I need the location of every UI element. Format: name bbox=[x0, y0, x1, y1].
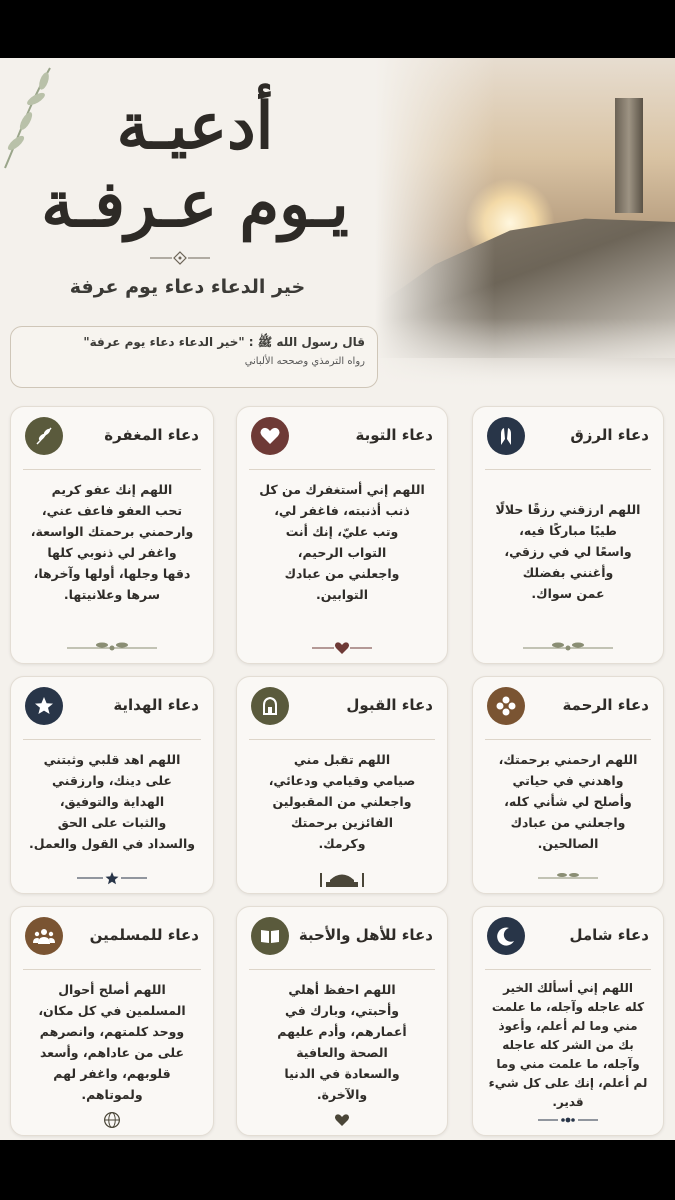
card-text: اللهم إني أسألك الخير كله عاجله وآجله، ما علمت مني وما لم أعلم، وأعوذ بك من الشر كله عاجله وآجله، ما علمت مني وما لم أعلم، إنك على كل شيء قدير. bbox=[488, 981, 648, 1109]
card-title: دعاء شامل bbox=[569, 926, 649, 944]
flower-icon bbox=[487, 687, 525, 725]
dua-card-rizq bbox=[472, 406, 664, 664]
mosque-ornament-icon bbox=[237, 869, 447, 887]
card-title: دعاء القبول bbox=[346, 696, 433, 714]
card-text: اللهم إنك عفو كريم تحب العفو فاعف عني، وارحمني برحمتك الواسعة، واغفر لي ذنوبي كلها دقها وجلها، أولها وآخرها، سرها وعلانيتها. bbox=[30, 482, 194, 602]
hadith-source: رواه الترمذي وصححه الألباني bbox=[244, 356, 365, 367]
hero-fade-bottom bbox=[375, 318, 675, 388]
dua-card-muslimeen bbox=[10, 906, 214, 1136]
leaf-ornament-icon bbox=[473, 639, 663, 657]
leaf-icon bbox=[25, 417, 63, 455]
dots-ornament-icon bbox=[473, 1111, 663, 1129]
card-title: دعاء الرزق bbox=[570, 426, 649, 444]
arafat-hero-image bbox=[375, 58, 675, 388]
dua-card-tawba bbox=[236, 406, 448, 664]
card-text: اللهم تقبل مني صيامي وقيامي ودعائي، واجعلني من المقبولين الفائزين برحمتك وكرمك. bbox=[268, 752, 416, 851]
card-text: اللهم إني أستغفرك من كل ذنب أذنبته، فاغفر لي، وتب عليّ، إنك أنت التواب الرحيم، واجعلني من عبادك التوابين. bbox=[259, 482, 425, 602]
title-line-2: يـوم عـرفـة bbox=[41, 167, 349, 242]
praying-hands-icon bbox=[487, 417, 525, 455]
card-title: دعاء المغفرة bbox=[104, 426, 199, 444]
globe-ornament-icon bbox=[11, 1111, 213, 1129]
card-text: اللهم ارحمني برحمتك، واهدني في حياتي وأصلح لي شأني كله، واجعلني من عبادك الصالحين. bbox=[498, 752, 638, 851]
dua-card-shamil bbox=[472, 906, 664, 1136]
crescent-icon bbox=[487, 917, 525, 955]
title-line-1: أدعيـة bbox=[116, 89, 274, 164]
card-title: دعاء الهداية bbox=[113, 696, 199, 714]
card-text: اللهم ارزقني رزقًا حلالًا طيبًا مباركًا فيه، واسعًا لي في رزقي، وأغنني بفضلك عمن سواك. bbox=[495, 502, 641, 601]
card-title: دعاء للمسلمين bbox=[89, 926, 199, 944]
card-title: دعاء التوبة bbox=[355, 426, 433, 444]
heart-ornament-icon bbox=[237, 639, 447, 657]
subtitle: خير الدعاء دعاء يوم عرفة bbox=[69, 276, 306, 298]
star-icon bbox=[25, 687, 63, 725]
card-title: دعاء للأهل والأحبة bbox=[298, 926, 433, 944]
hadith-text: قال رسول الله ﷺ : "خير الدعاء دعاء يوم عرفة" bbox=[83, 335, 365, 349]
book-icon bbox=[251, 917, 289, 955]
card-text: اللهم أصلح أحوال المسلمين في كل مكان، ووحد كلمتهم، وانصرهم على من عاداهم، وأسعد قلوبهم، واغفر لهم ولموتاهم. bbox=[38, 982, 186, 1102]
mihrab-icon bbox=[251, 687, 289, 725]
card-text: اللهم اهد قلبي وثبتني على دينك، وارزقني الهداية والتوفيق، والثبات على الحق والسداد في القول والعمل. bbox=[28, 752, 196, 851]
card-text: اللهم احفظ أهلي وأحبتي، وبارك في أعمارهم، وأدم عليهم الصحة والعافية والسعادة في الدنيا والآخرة. bbox=[277, 982, 407, 1102]
leaf-ornament-icon bbox=[473, 869, 663, 887]
leaf-ornament-icon bbox=[11, 639, 213, 657]
dua-card-maghfira bbox=[10, 406, 214, 664]
dua-card-ahl bbox=[236, 906, 448, 1136]
poster bbox=[0, 58, 675, 1140]
jabal-rahma-pillar bbox=[615, 98, 643, 213]
people-icon bbox=[25, 917, 63, 955]
card-title: دعاء الرحمة bbox=[562, 696, 649, 714]
title-ornament-icon bbox=[150, 250, 210, 266]
heart-ornament-icon bbox=[237, 1111, 447, 1129]
page-title bbox=[30, 88, 360, 244]
heart-icon bbox=[251, 417, 289, 455]
dua-card-qubool bbox=[236, 676, 448, 894]
dua-card-hidaya bbox=[10, 676, 214, 894]
dua-card-rahma bbox=[472, 676, 664, 894]
star-ornament-icon bbox=[11, 869, 213, 887]
bottom-black-bar bbox=[0, 1140, 675, 1200]
hadith-box bbox=[10, 326, 378, 388]
